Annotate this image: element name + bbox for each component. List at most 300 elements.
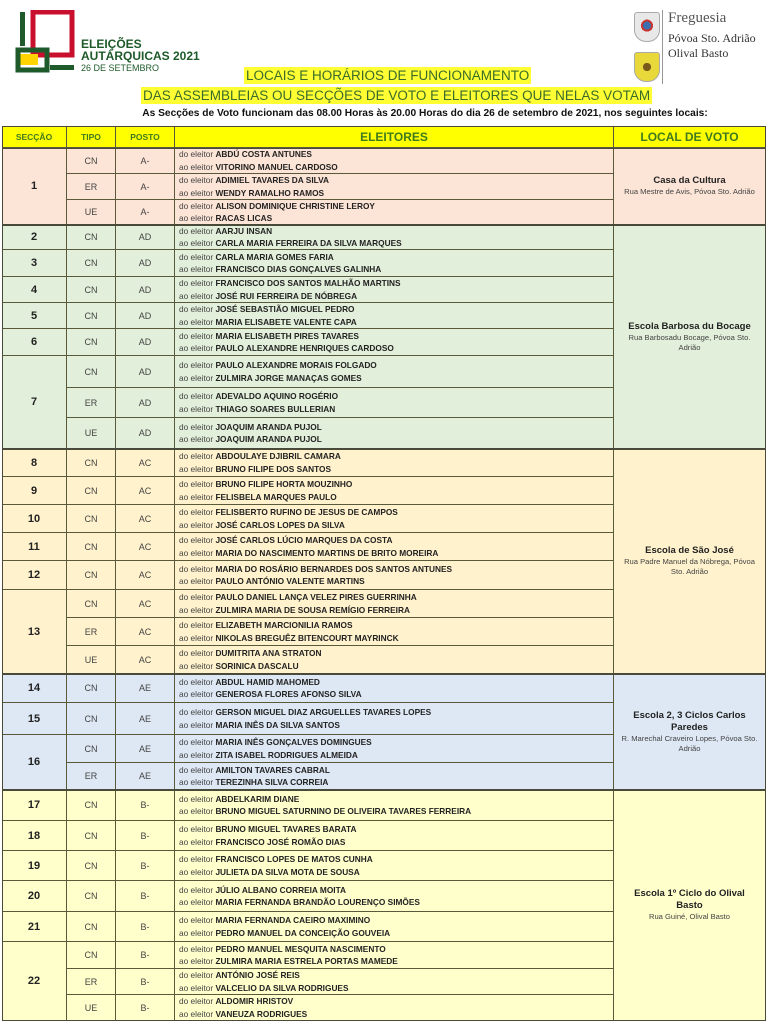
voter-from: [179, 793, 299, 806]
voter-range-cell: [175, 618, 614, 646]
posto-cell: AC: [116, 533, 175, 561]
tipo-cell: CN: [67, 225, 116, 250]
voter-range-cell: [175, 995, 614, 1021]
voter-from-name: ALDOMIR HRISTOV: [215, 996, 294, 1006]
tipo-cell: CN: [67, 477, 116, 505]
voter-to: [179, 433, 322, 446]
voter-to: [179, 342, 394, 355]
voter-range-cell: [175, 674, 614, 703]
voter-from-prefix: do eleitor: [179, 304, 216, 314]
tipo-cell: ER: [67, 969, 116, 995]
voter-to-name: ZULMIRA MARIA DE SOUSA REMÍGIO FERREIRA: [215, 604, 410, 615]
voter-from-prefix: do eleitor: [179, 943, 216, 954]
voter-from-prefix: do eleitor: [179, 620, 216, 630]
voter-to: [179, 632, 399, 645]
voter-from-name: MARIA DO ROSÁRIO BERNARDES DOS SANTOS ANTUNES: [215, 563, 453, 574]
polling-location-cell: [614, 674, 766, 790]
election-title-line2: AUTÁRQUICAS 2021: [81, 49, 200, 63]
voter-to-name: FELISBELA MARQUES PAULO: [215, 491, 337, 502]
posto-cell: B-: [116, 821, 175, 851]
tipo-cell: CN: [67, 329, 116, 356]
section-number-cell: 6: [2, 329, 67, 356]
posto-cell: B-: [116, 969, 175, 995]
voter-from-name: ADEVALDO AQUINO ROGÉRIO: [215, 391, 339, 401]
voter-to: [179, 263, 381, 276]
voter-to: [179, 372, 362, 385]
voter-from: [179, 148, 312, 161]
voter-range-cell: [175, 790, 614, 821]
voter-from-name: ABDELKARIM DIANE: [215, 793, 300, 804]
section-number-cell: 17: [2, 790, 67, 821]
parish-name-1: Póvoa Sto. Adrião: [668, 31, 756, 45]
voter-to: [179, 519, 345, 532]
section-number-cell: 4: [2, 277, 67, 303]
voter-to: [179, 749, 358, 762]
voter-from: [179, 563, 452, 576]
page-title-line1: LOCAIS E HORÁRIOS DE FUNCIONAMENTO: [246, 68, 530, 83]
tipo-cell: CN: [67, 250, 116, 277]
voter-to-name: JOAQUIM ARANDA PUJOL: [215, 434, 322, 444]
tipo-cell: CN: [67, 505, 116, 533]
voter-to-prefix: ao eleitor: [179, 777, 216, 787]
voter-to-name: MARIA DO NASCIMENTO MARTINS DE BRITO MOREIRA: [215, 547, 439, 558]
voter-from-name: BRUNO MIGUEL TAVARES BARATA: [215, 824, 357, 834]
voter-from-prefix: do eleitor: [179, 330, 216, 341]
voter-from: [179, 251, 334, 264]
posto-cell: B-: [116, 912, 175, 942]
column-header-posto: POSTO: [116, 126, 175, 148]
voter-to-name: JOSÉ CARLOS LOPES DA SILVA: [215, 519, 345, 530]
voter-to-name: MARIA FERNANDA BRANDÃO LOURENÇO SIMÕES: [215, 897, 420, 907]
section-number-cell: 2: [2, 225, 67, 250]
voter-to-name: RACAS LICAS: [215, 213, 273, 223]
voter-from-name: PAULO ALEXANDRE MORAIS FOLGADO: [215, 360, 377, 370]
voter-to: [179, 547, 438, 560]
voter-to-name: CARLA MARIA FERREIRA DA SILVA MARQUES: [215, 238, 402, 248]
voter-to-prefix: ao eleitor: [179, 576, 216, 586]
posto-cell: AD: [116, 277, 175, 303]
voter-to-name: PAULO ANTÓNIO VALENTE MARTINS: [215, 576, 365, 586]
posto-cell: AE: [116, 703, 175, 735]
voter-from-prefix: do eleitor: [179, 970, 216, 980]
voter-to-prefix: ao eleitor: [179, 982, 216, 993]
tipo-cell: CN: [67, 674, 116, 703]
tipo-cell: CN: [67, 851, 116, 881]
voter-to-name: FRANCISCO JOSÉ ROMÃO DIAS: [215, 836, 346, 847]
tipo-cell: UE: [67, 995, 116, 1021]
posto-cell: AD: [116, 356, 175, 388]
column-header-eleitores: ELEITORES: [175, 126, 614, 148]
voter-range-cell: [175, 225, 614, 250]
voter-range-cell: [175, 942, 614, 969]
voter-from-prefix: do eleitor: [179, 648, 216, 658]
voter-to-name: WENDY RAMALHO RAMOS: [215, 187, 325, 198]
election-branding: [81, 38, 200, 74]
voter-from: [179, 853, 373, 866]
voter-to-prefix: ao eleitor: [179, 519, 216, 530]
voter-from: [179, 390, 338, 403]
voter-to-name: TEREZINHA SILVA CORREIA: [215, 777, 329, 787]
location-name: Escola 1º Ciclo do Olival Basto: [634, 888, 745, 911]
tipo-cell: CN: [67, 821, 116, 851]
voter-range-cell: [175, 561, 614, 590]
tipo-cell: CN: [67, 356, 116, 388]
voter-from: [179, 421, 322, 434]
section-number-cell: 1: [2, 148, 67, 225]
posto-cell: AC: [116, 505, 175, 533]
voter-from: [179, 736, 372, 749]
location-address: Rua Padre Manuel da Nóbrega, Póvoa Sto. Adrião: [624, 557, 755, 576]
voter-to-prefix: ao eleitor: [179, 434, 216, 444]
posto-cell: B-: [116, 995, 175, 1021]
section-number-cell: 3: [2, 250, 67, 277]
column-header-local: LOCAL DE VOTO: [614, 126, 766, 148]
voter-range-cell: [175, 477, 614, 505]
voter-range-cell: [175, 329, 614, 356]
posto-cell: AE: [116, 735, 175, 763]
voter-from-prefix: do eleitor: [179, 175, 216, 185]
voter-from-prefix: do eleitor: [179, 824, 216, 834]
voter-from: [179, 914, 370, 927]
section-number-cell: 20: [2, 881, 67, 912]
voter-from-prefix: do eleitor: [179, 884, 216, 895]
voter-to-name: ZULMIRA JORGE MANAÇAS GOMES: [215, 372, 362, 383]
voter-to-prefix: ao eleitor: [179, 689, 216, 699]
voter-to-prefix: ao eleitor: [179, 547, 216, 558]
posto-cell: AD: [116, 329, 175, 356]
voter-to-prefix: ao eleitor: [179, 491, 216, 502]
voter-range-cell: [175, 505, 614, 533]
voter-from-name: MARIA INÊS GONÇALVES DOMINGUES: [215, 737, 372, 747]
voter-from-prefix: do eleitor: [179, 563, 216, 574]
tipo-cell: CN: [67, 148, 116, 174]
voter-from-prefix: do eleitor: [179, 200, 216, 211]
voter-to-prefix: ao eleitor: [179, 463, 216, 474]
voter-from: [179, 647, 321, 660]
voter-to: [179, 187, 324, 200]
voter-from-name: GERSON MIGUEL DIAZ ARGUELLES TAVARES LOPES: [215, 707, 432, 717]
voter-from: [179, 450, 341, 463]
voter-to-name: VANEUZA RODRIGUES: [215, 1008, 308, 1019]
section-number-cell: 5: [2, 303, 67, 329]
tipo-cell: CN: [67, 561, 116, 590]
voter-to: [179, 237, 402, 250]
voter-to-prefix: ao eleitor: [179, 632, 216, 643]
voter-from: [179, 995, 293, 1008]
voter-range-cell: [175, 763, 614, 790]
voter-to: [179, 982, 349, 995]
voter-to-prefix: ao eleitor: [179, 316, 216, 327]
voter-to-name: VITORINO MANUEL CARDOSO: [215, 161, 338, 172]
tipo-cell: ER: [67, 618, 116, 646]
voter-range-cell: [175, 821, 614, 851]
voter-to-prefix: ao eleitor: [179, 403, 216, 414]
voter-to-name: JULIETA DA SILVA MOTA DE SOUSA: [215, 866, 360, 877]
voter-from: [179, 884, 346, 897]
voter-from-name: ALISON DOMINIQUE CHRISTINE LEROY: [215, 200, 375, 211]
voter-from-name: ABDÚ COSTA ANTUNES: [215, 149, 312, 159]
polling-location-cell: [614, 225, 766, 449]
voter-from: [179, 225, 272, 238]
voter-range-cell: [175, 703, 614, 735]
voter-range-cell: [175, 969, 614, 995]
tipo-cell: CN: [67, 703, 116, 735]
tipo-cell: ER: [67, 388, 116, 418]
voter-to: [179, 660, 299, 673]
voter-to-prefix: ao eleitor: [179, 187, 216, 198]
tipo-cell: UE: [67, 418, 116, 449]
voter-range-cell: [175, 851, 614, 881]
posto-cell: A-: [116, 174, 175, 200]
page-subtitle: As Secções de Voto funcionam das 08.00 Horas às 20.00 Horas do dia 26 de setembro de 2021, nos seguintes locais:: [142, 108, 708, 119]
voter-from-name: ELIZABETH MARCIONILIA RAMOS: [215, 620, 353, 630]
voter-from-name: DUMITRITA ANA STRATON: [215, 648, 322, 658]
posto-cell: A-: [116, 200, 175, 225]
voter-to-prefix: ao eleitor: [179, 956, 216, 966]
voter-range-cell: [175, 303, 614, 329]
voter-from-name: JOSÉ CARLOS LÚCIO MARQUES DA COSTA: [215, 535, 393, 545]
section-number-cell: 11: [2, 533, 67, 561]
section-number-cell: 9: [2, 477, 67, 505]
voter-to: [179, 212, 272, 225]
voter-to-prefix: ao eleitor: [179, 1008, 216, 1019]
voter-from-name: BRUNO FILIPE HORTA MOUZINHO: [215, 479, 353, 489]
parish-name-2: Olival Basto: [668, 46, 729, 60]
voter-from: [179, 706, 431, 719]
voter-to-prefix: ao eleitor: [179, 238, 216, 248]
tipo-cell: ER: [67, 174, 116, 200]
voter-range-cell: [175, 148, 614, 174]
voter-range-cell: [175, 533, 614, 561]
posto-cell: B-: [116, 881, 175, 912]
section-number-cell: 12: [2, 561, 67, 590]
section-number-cell: 13: [2, 590, 67, 674]
election-date: 26 DE SETEMBRO: [81, 63, 160, 73]
posto-cell: AC: [116, 561, 175, 590]
voter-to-name: FRANCISCO DIAS GONÇALVES GALINHA: [215, 264, 382, 274]
voter-range-cell: [175, 735, 614, 763]
voter-from: [179, 943, 386, 956]
voter-to-name: BRUNO FILIPE DOS SANTOS: [215, 463, 331, 474]
tipo-cell: CN: [67, 881, 116, 912]
voter-from: [179, 534, 392, 547]
voter-to: [179, 161, 338, 174]
parish-branding: [668, 10, 756, 61]
voter-to: [179, 836, 345, 849]
voter-to-name: MARIA ELISABETE VALENTE CAPA: [215, 316, 357, 327]
section-number-cell: 15: [2, 703, 67, 735]
tipo-cell: ER: [67, 763, 116, 790]
voter-to-prefix: ao eleitor: [179, 213, 216, 223]
voter-from-prefix: do eleitor: [179, 707, 216, 717]
voter-from-prefix: do eleitor: [179, 421, 216, 432]
voter-from-prefix: do eleitor: [179, 764, 216, 775]
location-name: Escola de São José: [645, 545, 734, 556]
voter-to: [179, 805, 471, 818]
voter-from-prefix: do eleitor: [179, 676, 216, 687]
voter-to: [179, 955, 398, 968]
voter-from-prefix: do eleitor: [179, 225, 216, 236]
posto-cell: B-: [116, 790, 175, 821]
voter-from-name: PAULO DANIEL LANÇA VELEZ PIRES GUERRINHA: [215, 592, 417, 602]
tipo-cell: UE: [67, 646, 116, 674]
parish-crest-icon: [634, 12, 660, 42]
location-address: Rua Mestre de Avis, Póvoa Sto. Adrião: [624, 187, 755, 196]
voter-to-name: SORINICA DASCALU: [215, 660, 299, 671]
voter-from-name: JOSÉ SEBASTIÃO MIGUEL PEDRO: [215, 304, 355, 314]
voter-to: [179, 575, 365, 588]
location-address: Rua Barbosadu Bocage, Póvoa Sto. Adrião: [628, 332, 751, 352]
section-number-cell: 14: [2, 674, 67, 703]
voter-range-cell: [175, 250, 614, 277]
page-title-line2: DAS ASSEMBLEIAS OU SECÇÕES DE VOTO E ELEITORES QUE NELAS VOTAM: [143, 88, 651, 103]
voter-to-name: PEDRO MANUEL DA CONCEIÇÃO GOUVEIA: [215, 927, 391, 938]
location-address: R. Marechal Craveiro Lopes, Póvoa Sto. Adrião: [621, 733, 758, 753]
voter-from-name: JOAQUIM ARANDA PUJOL: [215, 421, 322, 432]
voter-to-prefix: ao eleitor: [179, 897, 216, 907]
voter-from-name: ANTÓNIO JOSÉ REIS: [215, 970, 300, 980]
voter-from-name: ADIMIEL TAVARES DA SILVA: [215, 175, 329, 185]
section-number-cell: 8: [2, 449, 67, 477]
posto-cell: AD: [116, 418, 175, 449]
voter-from: [179, 478, 352, 491]
voter-to-name: ZULMIRA MARIA ESTRELA PORTAS MAMEDE: [215, 956, 398, 966]
tipo-cell: CN: [67, 790, 116, 821]
polling-location-cell: [614, 148, 766, 225]
polling-location-cell: [614, 449, 766, 674]
voter-to: [179, 463, 331, 476]
voter-to: [179, 316, 357, 329]
voter-from-prefix: do eleitor: [179, 149, 216, 159]
tipo-cell: UE: [67, 200, 116, 225]
posto-cell: AC: [116, 477, 175, 505]
voter-range-cell: [175, 200, 614, 225]
voter-to: [179, 896, 420, 909]
voter-to: [179, 403, 335, 416]
voter-to-prefix: ao eleitor: [179, 290, 216, 301]
voter-from-prefix: do eleitor: [179, 737, 216, 747]
voter-from-prefix: do eleitor: [179, 278, 216, 288]
voter-to-name: VALCELIO DA SILVA RODRIGUES: [215, 982, 349, 993]
election-title-line1: ELEIÇÕES: [81, 37, 142, 51]
voter-from-name: ABDUL HAMID MAHOMED: [215, 676, 320, 687]
tipo-cell: CN: [67, 590, 116, 618]
voter-from-prefix: do eleitor: [179, 507, 216, 517]
posto-cell: AD: [116, 250, 175, 277]
voter-to: [179, 1008, 307, 1021]
voter-from: [179, 969, 300, 982]
voter-to-name: ZITA ISABEL RODRIGUES ALMEIDA: [215, 749, 358, 760]
voter-from-name: ABDOULAYE DJIBRIL CAMARA: [215, 451, 341, 461]
voter-from-name: PEDRO MANUEL MESQUITA NASCIMENTO: [215, 943, 386, 954]
voter-from-prefix: do eleitor: [179, 915, 216, 925]
voter-to-prefix: ao eleitor: [179, 604, 216, 615]
posto-cell: AE: [116, 763, 175, 790]
voter-to-name: JOSÉ RUI FERREIRA DE NÓBREGA: [215, 290, 358, 301]
voter-to-prefix: ao eleitor: [179, 866, 216, 877]
location-name: Escola 2, 3 Ciclos Carlos Paredes: [633, 709, 746, 733]
polling-stations-table: [2, 126, 766, 1022]
section-number-cell: 7: [2, 356, 67, 449]
posto-cell: AC: [116, 449, 175, 477]
posto-cell: AE: [116, 674, 175, 703]
voter-range-cell: [175, 418, 614, 449]
voter-from-prefix: do eleitor: [179, 535, 216, 545]
section-number-cell: 10: [2, 505, 67, 533]
posto-cell: AC: [116, 618, 175, 646]
voter-to-prefix: ao eleitor: [179, 264, 216, 274]
voter-from-prefix: do eleitor: [179, 251, 216, 262]
voter-from-name: MARIA ELISABETH PIRES TAVARES: [215, 330, 359, 341]
voter-from-name: AMILTON TAVARES CABRAL: [215, 764, 330, 775]
voter-from-prefix: do eleitor: [179, 793, 216, 804]
voter-from: [179, 200, 375, 213]
voter-range-cell: [175, 174, 614, 200]
voter-from-name: CARLA MARIA GOMES FARIA: [215, 251, 334, 262]
posto-cell: AC: [116, 646, 175, 674]
voter-from-prefix: do eleitor: [179, 996, 216, 1006]
voter-from-prefix: do eleitor: [179, 451, 216, 461]
voter-to-prefix: ao eleitor: [179, 343, 216, 353]
tipo-cell: CN: [67, 303, 116, 329]
voter-from-name: AARJU INSAN: [215, 225, 273, 236]
column-header-tipo: TIPO: [67, 126, 116, 148]
voter-from-prefix: do eleitor: [179, 479, 216, 489]
voter-to-prefix: ao eleitor: [179, 749, 216, 760]
voter-from-prefix: do eleitor: [179, 391, 216, 401]
voter-to: [179, 491, 337, 504]
voter-from: [179, 764, 330, 777]
election-logo-icon: [14, 10, 76, 75]
voter-to: [179, 604, 410, 617]
section-number-cell: 22: [2, 942, 67, 1021]
voter-range-cell: [175, 912, 614, 942]
voter-to-prefix: ao eleitor: [179, 719, 216, 730]
voter-from: [179, 277, 401, 290]
voter-from: [179, 823, 356, 836]
voter-to-prefix: ao eleitor: [179, 372, 216, 383]
posto-cell: AD: [116, 388, 175, 418]
section-number-cell: 18: [2, 821, 67, 851]
posto-cell: AD: [116, 303, 175, 329]
column-header-seccao: SECÇÃO: [2, 126, 67, 148]
voter-from-name: JÚLIO ALBANO CORREIA MOITA: [215, 884, 347, 895]
voter-from: [179, 506, 398, 519]
voter-range-cell: [175, 449, 614, 477]
voter-to-prefix: ao eleitor: [179, 836, 216, 847]
voter-from-name: FRANCISCO DOS SANTOS MALHÃO MARTINS: [215, 278, 401, 288]
voter-from-name: FRANCISCO LOPES DE MATOS CUNHA: [215, 854, 373, 864]
posto-cell: AC: [116, 590, 175, 618]
location-address: Rua Guiné, Olival Basto: [648, 912, 731, 921]
voter-to-name: NIKOLAS BREGUÊZ BITENCOURT MAYRINCK: [215, 632, 399, 643]
location-name: Casa da Cultura: [653, 175, 726, 186]
voter-to-prefix: ao eleitor: [179, 161, 216, 172]
voter-from-prefix: do eleitor: [179, 592, 216, 602]
voter-range-cell: [175, 388, 614, 418]
posto-cell: B-: [116, 851, 175, 881]
voter-from: [179, 676, 320, 689]
voter-from: [179, 174, 329, 187]
voter-from: [179, 359, 377, 372]
voter-to-prefix: ao eleitor: [179, 660, 216, 671]
voter-from: [179, 330, 359, 343]
voter-to-name: THIAGO SOARES BULLERIAN: [215, 403, 336, 414]
tipo-cell: CN: [67, 912, 116, 942]
voter-to: [179, 290, 357, 303]
tipo-cell: CN: [67, 735, 116, 763]
parish-divider: [662, 10, 663, 84]
